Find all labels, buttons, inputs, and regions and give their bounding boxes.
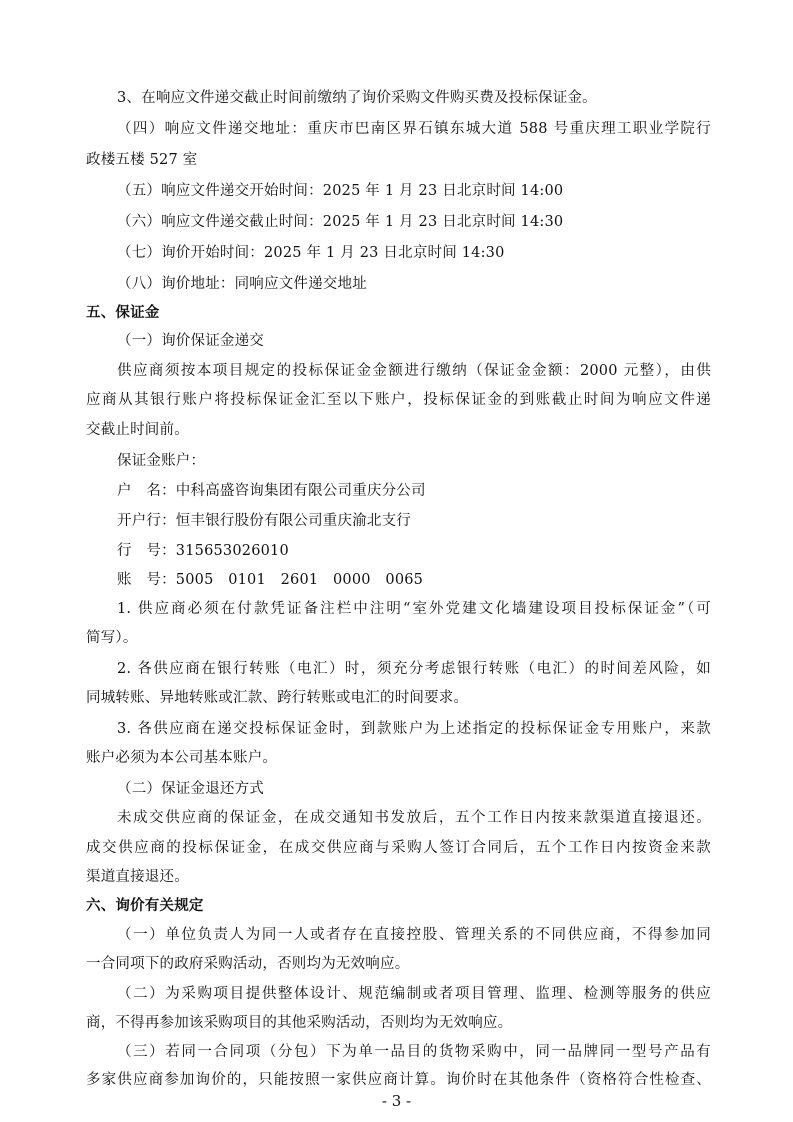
text-line: （六）响应文件递交截止时间：2025 年 1 月 23 日北京时间 14:30 [117,214,564,230]
text-line: 同城转账、异地转账或汇款、跨行转账或电汇的时间要求。 [86,690,469,706]
text-line: 一合同项下的政府采购活动，否则均为无效响应。 [86,956,410,972]
text-line: 3. 各供应商在递交投标保证金时，到款账户为上述指定的投标保证金专用账户，来款 [117,721,711,737]
bank-code: 行 号：315653026010 [117,543,289,559]
text-line: （四）响应文件递交地址：重庆市巴南区界石镇东城大道 588 号重庆理工职业学院行 [117,121,711,137]
text-line: 3、在响应文件递交截止时间前缴纳了询价采购文件购买费及投标保证金。 [117,90,597,106]
text-line: 保证金账户： [117,453,206,469]
bank-name: 开户行：恒丰银行股份有限公司重庆渝北支行 [117,513,411,529]
text-line: 交截止时间前。 [86,422,189,438]
text-line: 供应商须按本项目规定的投标保证金金额进行缴纳（保证金金额：2000 元整），由供 [117,363,711,379]
text-line: 政楼五楼 527 室 [86,152,198,168]
text-line: （八）询价地址：同响应文件递交地址 [117,276,367,292]
text-line: 成交供应商的投标保证金，在成交供应商与采购人签订合同后，五个工作日内按资金来款 [86,840,711,856]
page-number: - 3 - [381,1092,412,1110]
account-name: 户 名：中科高盛咨询集团有限公司重庆分公司 [117,483,426,499]
section-heading: 六、询价有关规定 [86,898,204,914]
text-line: 应商从其银行账户将投标保证金汇至以下账户，投标保证金的到账截止时间为响应文件递 [86,392,711,408]
text-line: （一）单位负责人为同一人或者存在直接控股、管理关系的不同供应商，不得参加同 [117,927,711,943]
account-number: 账 号：5005 0101 2601 0000 0065 [117,572,424,588]
text-line: 多家供应商参加询价的，只能按照一家供应商计算。询价时在其他条件（资格符合性检查、 [86,1072,711,1088]
text-line: 1. 供应商必须在付款凭证备注栏中注明“室外党建文化墙建设项目投标保证金”（可 [117,601,711,617]
text-line: 2. 各供应商在银行转账（电汇）时，须充分考虑银行转账（电汇）的时间差风险，如 [117,661,711,677]
text-line: 商，不得再参加该采购项目的其他采购活动，否则均为无效响应。 [86,1015,513,1031]
text-line: （三）若同一合同项（分包）下为单一品目的货物采购中，同一品牌同一型号产品有 [117,1044,711,1060]
subsection-heading: （一）询价保证金递交 [117,333,264,349]
section-heading: 五、保证金 [86,305,160,321]
text-line: 账户必须为本公司基本账户。 [86,750,278,766]
text-line: 简写）。 [86,630,138,646]
text-line: （二）为采购项目提供整体设计、规范编制或者项目管理、监理、检测等服务的供应 [117,986,711,1002]
text-line: 未成交供应商的保证金，在成交通知书发放后，五个工作日内按来款渠道直接退还。 [117,810,711,826]
text-line: （七）询价开始时间：2025 年 1 月 23 日北京时间 14:30 [117,245,505,261]
subsection-heading: （二）保证金退还方式 [117,781,264,797]
text-line: 渠道直接退还。 [86,869,189,885]
text-line: （五）响应文件递交开始时间：2025 年 1 月 23 日北京时间 14:00 [117,183,564,199]
